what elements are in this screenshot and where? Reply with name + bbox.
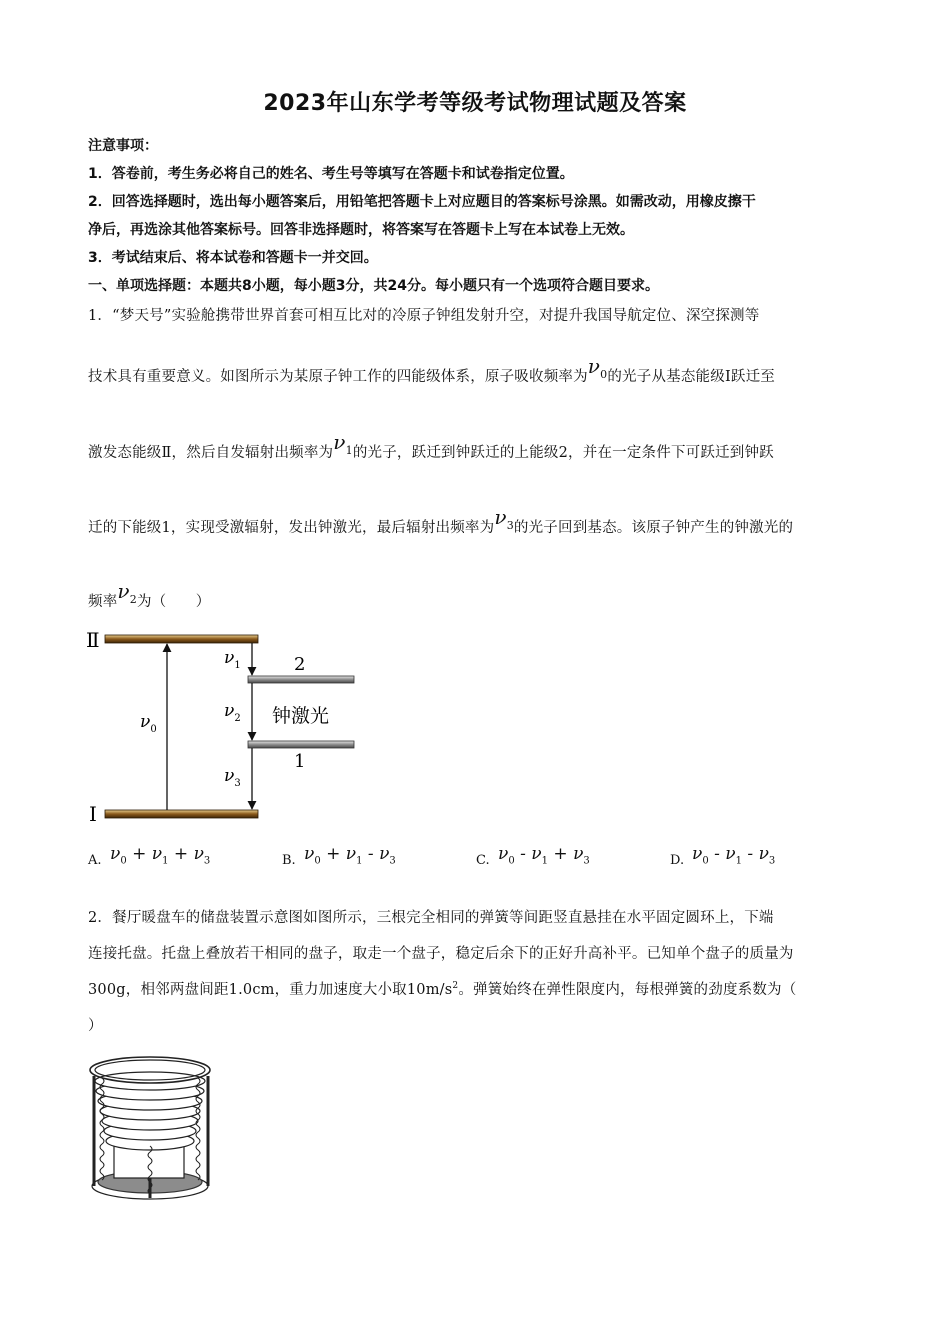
q2-line: 300g，相邻两盘间距1.0cm，重力加速度大小取$10m/s^2$。弹簧始终在弹性限度内，每根弹簧的劲度系数为（ xyxy=(88,981,797,998)
option-c-expression: $\nu_0 - \nu_1 + \nu_3$ xyxy=(498,844,590,867)
option-a[interactable]: A. $\nu_0 + \nu_1 + \nu_3$ xyxy=(88,844,211,868)
notice-item: 3．考试结束后、将本试卷和答题卡一并交回。 xyxy=(88,250,378,266)
nu2-symbol: $\nu_2$ xyxy=(117,579,137,606)
level-2-bar xyxy=(248,676,354,683)
q1-line: 迁的下能级1，实现受激辐射，发出钟激光，最后辐射出频率为$\nu_3$的光子回到基态。该原子钟产生的钟激光的 xyxy=(88,505,794,536)
notice-item: 净后，再选涂其他答案标号。回答非选择题时，将答案写在答题卡上写在本试卷上无效。 xyxy=(88,222,634,238)
q1-line: 频率$\nu_2$为（ ） xyxy=(88,579,211,610)
option-b[interactable]: B. $\nu_0 + \nu_1 - \nu_3$ xyxy=(282,844,396,868)
section-heading: 一、单项选择题：本题共8小题，每小题3分，共24分。每小题只有一个选项符合题目要求。 xyxy=(88,278,659,294)
nu3-symbol: $\nu_3$ xyxy=(494,505,514,532)
nu1-label: $\nu_1$ xyxy=(224,648,241,671)
nu0-label: $\nu_0$ xyxy=(140,712,157,735)
option-d[interactable]: D. $\nu_0 - \nu_1 - \nu_3$ xyxy=(670,844,776,868)
laser-label: 钟激光 xyxy=(272,705,330,727)
nu1-symbol: $\nu_1$ xyxy=(333,430,353,457)
option-d-expression: $\nu_0 - \nu_1 - \nu_3$ xyxy=(692,844,776,867)
q1-line: 激发态能级Ⅱ，然后自发辐射出频率为$\nu_1$的光子，跃迁到钟跃迁的上能级2，并在一定条件下可跃迁到钟跃 xyxy=(88,430,774,461)
notice-item: 2．回答选择题时，选出每小题答案后，用铅笔把答题卡上对应题目的答案标号涂黑。如需改动，用橡皮擦干 xyxy=(88,194,756,210)
nu3-label: $\nu_3$ xyxy=(224,766,241,789)
q1-line: 1．“梦天号”实验舱携带世界首套可相互比对的冷原子钟组发射升空，对提升我国导航定位、深空探测等 xyxy=(88,308,760,324)
page-title: 2023年山东学考等级考试物理试题及答案 xyxy=(263,91,687,116)
level-II-bar xyxy=(105,635,258,643)
level-2-label: 2 xyxy=(294,654,306,675)
option-c[interactable]: C. $\nu_0 - \nu_1 + \nu_3$ xyxy=(476,844,590,868)
q2-line: ） xyxy=(88,1018,103,1034)
level-I-label: Ⅰ xyxy=(89,802,97,826)
level-I-bar xyxy=(105,810,258,818)
notice-item: 1．答卷前，考生务必将自己的姓名、考生号等填写在答题卡和试卷指定位置。 xyxy=(88,166,574,182)
level-II-label: Ⅱ xyxy=(86,628,100,652)
q1-line: 技术具有重要意义。如图所示为某原子钟工作的四能级体系，原子吸收频率为$\nu_0$的光子从基态能级Ⅰ跃迁至 xyxy=(88,354,775,385)
nu0-symbol: $\nu_0$ xyxy=(587,354,608,381)
notice-heading: 注意事项： xyxy=(88,138,158,154)
level-1-label: 1 xyxy=(294,751,306,772)
plate-warmer-illustration xyxy=(84,1046,224,1204)
q2-line: 连接托盘。托盘上叠放若干相同的盘子，取走一个盘子，稳定后余下的正好升高补平。已知单个盘子的质量为 xyxy=(88,946,794,962)
nu2-label: $\nu_2$ xyxy=(224,701,241,724)
level-1-bar xyxy=(248,741,354,748)
option-b-expression: $\nu_0 + \nu_1 - \nu_3$ xyxy=(304,844,396,867)
energy-level-diagram xyxy=(80,625,370,830)
q2-line: 2．餐厅暖盘车的储盘装置示意图如图所示，三根完全相同的弹簧等间距竖直悬挂在水平固定圆环上，下端 xyxy=(88,910,774,926)
option-a-expression: $\nu_0 + \nu_1 + \nu_3$ xyxy=(110,844,211,867)
